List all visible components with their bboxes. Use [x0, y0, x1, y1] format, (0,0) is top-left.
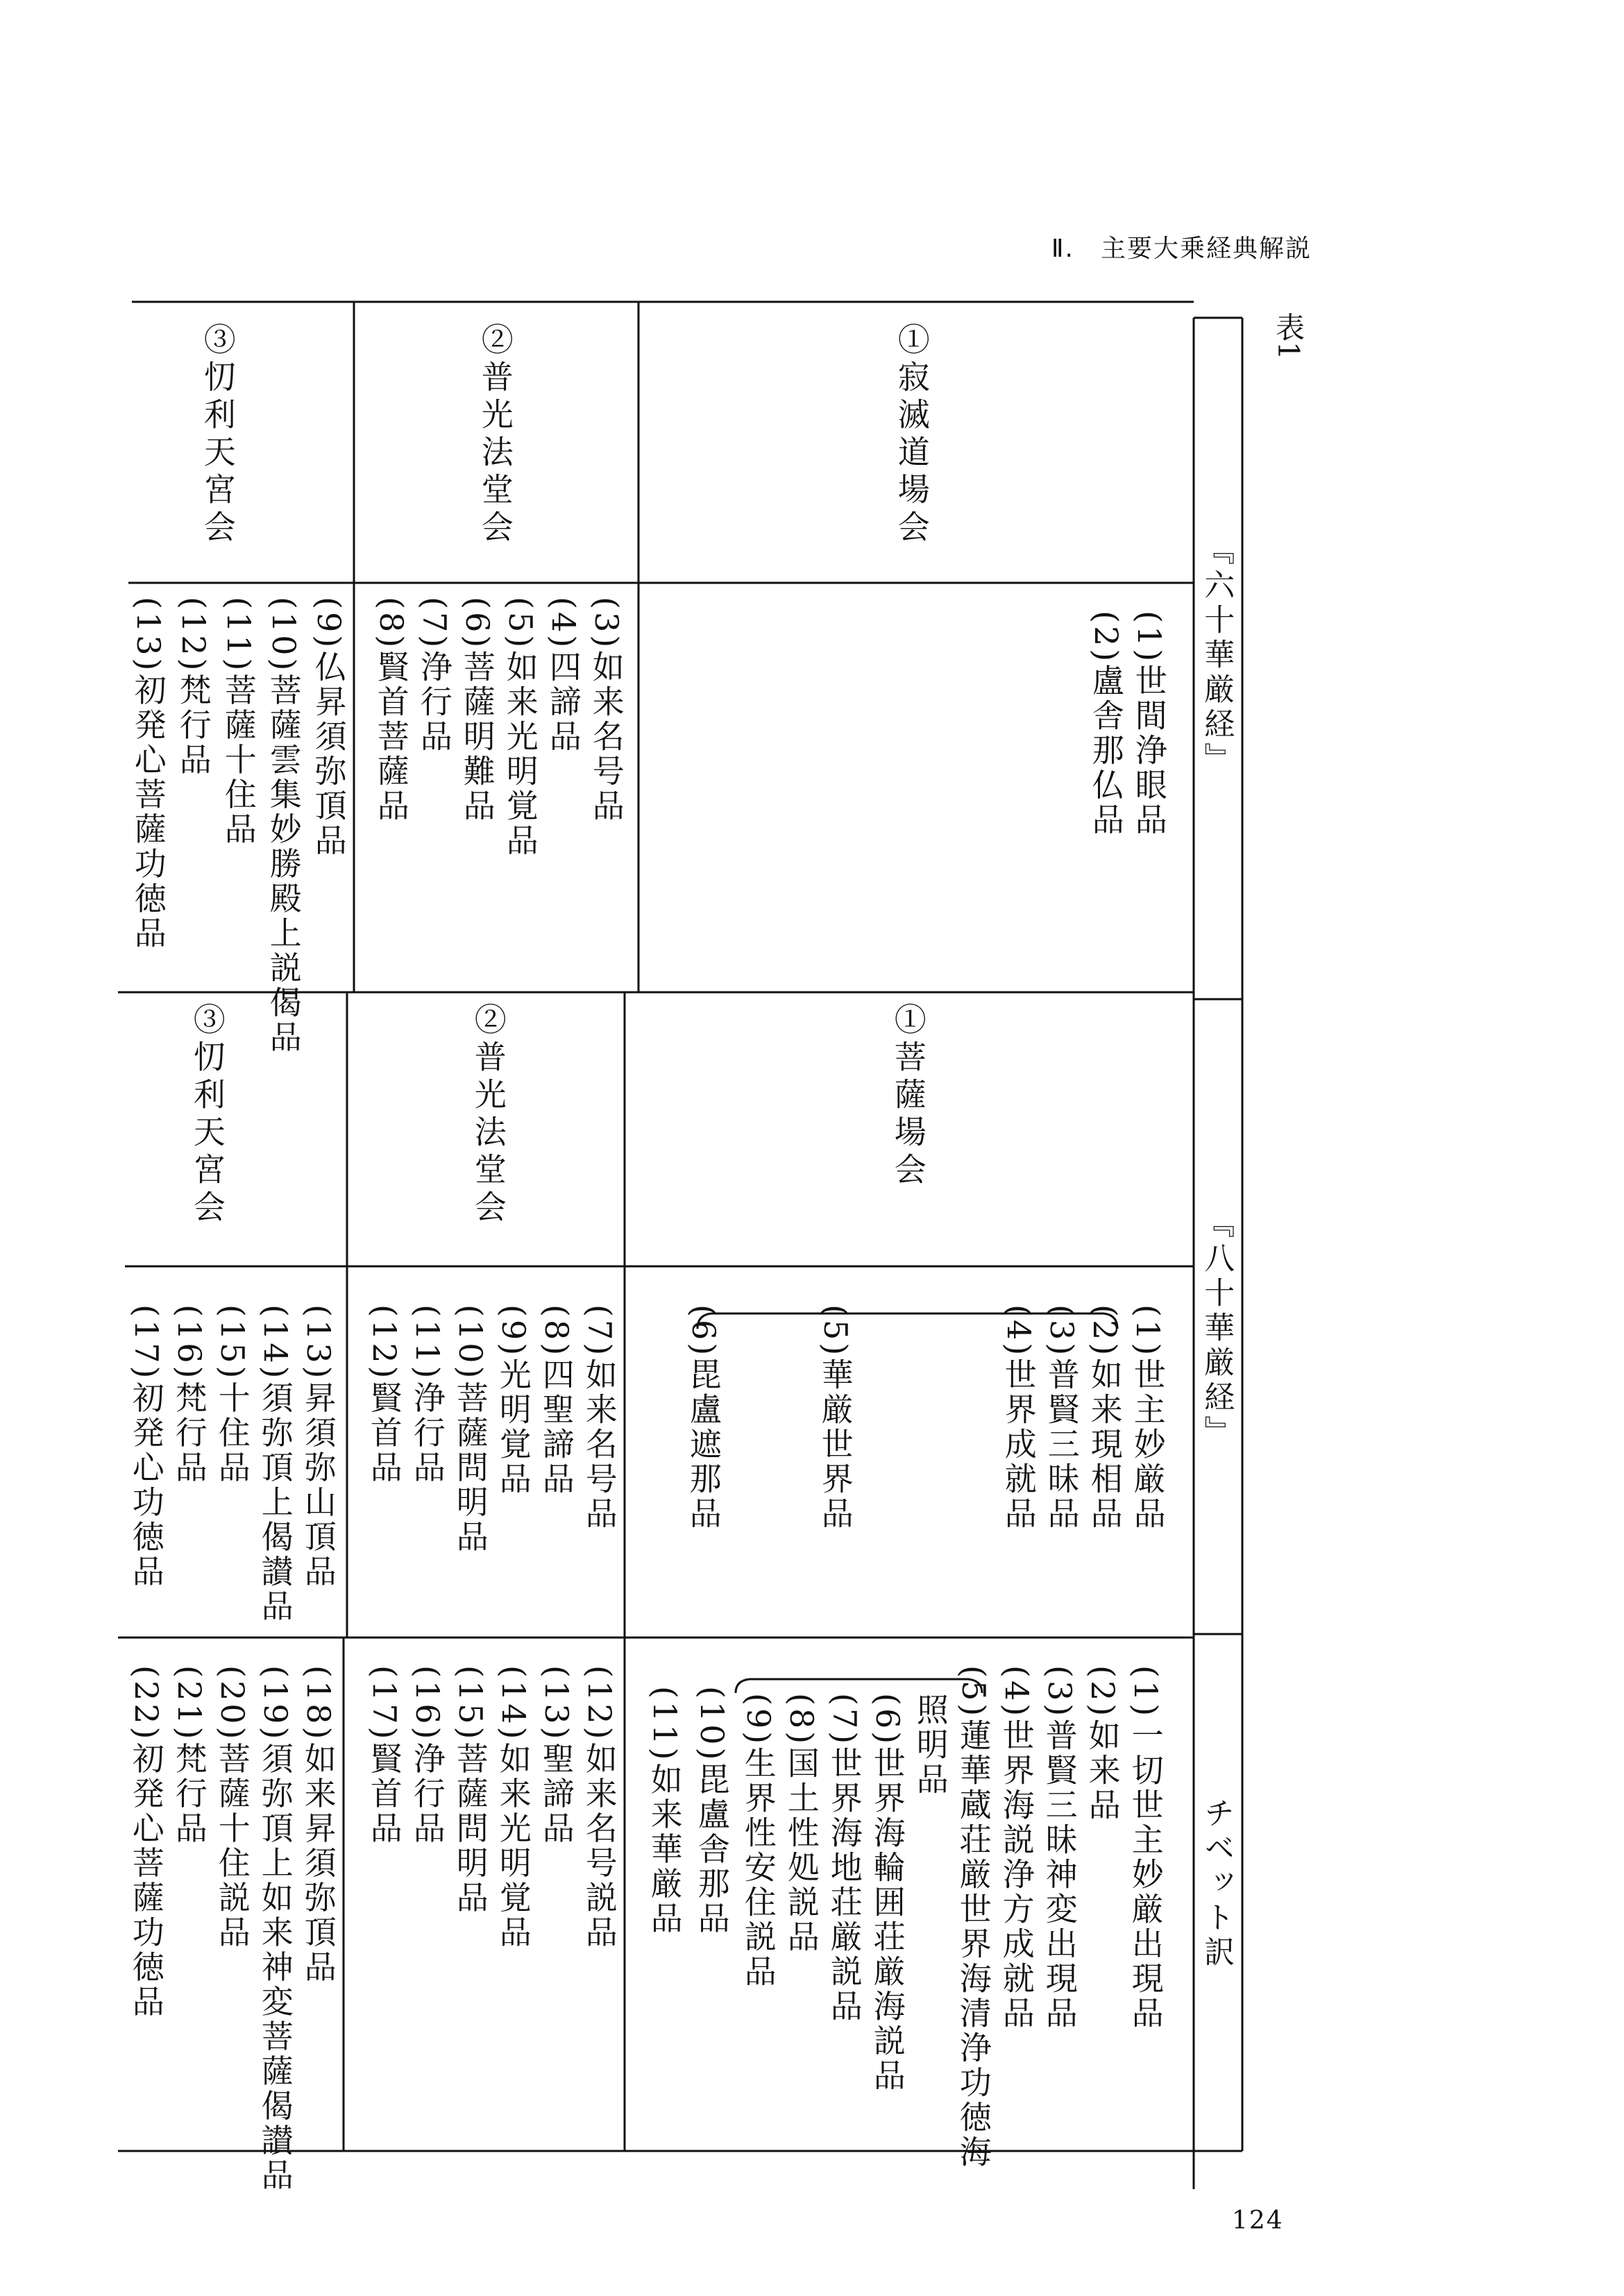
- chapter-item: (16)梵行品: [170, 1304, 208, 1486]
- chapter-item: (7)如来名号品: [580, 1304, 618, 1532]
- chapter-item: (21)梵行品: [170, 1665, 208, 1846]
- chapter-item: (10)菩薩問明品: [451, 1304, 489, 1555]
- assembly-label: ②普光法堂会: [469, 1003, 507, 1227]
- chapter-item: (15)十住品: [213, 1304, 251, 1486]
- assembly-label: ①菩薩場会: [889, 1003, 927, 1190]
- chapter-item: (12)梵行品: [174, 597, 212, 778]
- chapter-item: (8)国土性処説品: [782, 1693, 820, 1955]
- assembly-label: ③忉利天宮会: [188, 1003, 226, 1227]
- chapter-item: (11)菩薩十住品: [219, 597, 257, 847]
- chapter-item: (4)世界海説浄方成就品: [997, 1665, 1035, 2032]
- chapter-item: (20)菩薩十住説品: [213, 1665, 251, 1950]
- chapter-item: (6)世界海輪囲荘厳海説品: [868, 1693, 906, 2094]
- chapter-item: (6)菩薩明難品: [458, 597, 496, 824]
- chapter-item: (10)毘盧舎那品: [693, 1686, 731, 1937]
- chapter-item: (2)盧舎那仏品: [1087, 611, 1125, 838]
- chapter-item: (11)如来華厳品: [645, 1686, 684, 1937]
- chapter-item: (6)毘盧遮那品: [684, 1304, 722, 1532]
- column-title-eighty: 『八十華厳経』: [1199, 1207, 1235, 1450]
- chapter-item: (5)蓮華蔵荘厳世界海清浄功徳海: [954, 1665, 992, 2170]
- chapter-item: (22)初発心菩薩功徳品: [127, 1665, 165, 2020]
- chapter-item: (12)賢首品: [365, 1304, 403, 1486]
- chapter-item: (9)光明覚品: [494, 1304, 532, 1497]
- chapter-item: (9)仏昇須弥頂品: [310, 597, 348, 859]
- chapter-item: (17)初発心功徳品: [127, 1304, 165, 1590]
- chapter-item: (3)如来名号品: [587, 597, 625, 824]
- chapter-item: (13)聖諦品: [537, 1665, 575, 1846]
- chapter-item: (17)賢首品: [365, 1665, 403, 1846]
- chapter-item: (18)如来昇須弥頂品: [299, 1665, 337, 1985]
- chapter-item: (2)如来品: [1083, 1665, 1122, 1823]
- assembly-label: ②普光法堂会: [476, 323, 514, 547]
- chapter-item: (9)生界性安住説品: [739, 1693, 777, 1990]
- column-title-tibetan: チベット訳: [1199, 1797, 1235, 1971]
- column-title-sixty: 『六十華厳経』: [1199, 534, 1235, 777]
- chapter-item: (13)初発心菩薩功徳品: [129, 597, 167, 951]
- chapter-item: (8)四聖諦品: [537, 1304, 575, 1497]
- chapter-item: (1)世間浄眼品: [1130, 611, 1168, 838]
- page-number: 124: [1232, 2206, 1284, 2235]
- chapter-item: (4)世界成就品: [999, 1304, 1038, 1532]
- chapter-item: (5)華厳世界品: [816, 1304, 854, 1532]
- chapter-item: (8)賢首菩薩品: [372, 597, 410, 824]
- chapter-item: (7)世界海地荘厳説品: [825, 1693, 863, 2025]
- chapter-item: (3)普賢三昧神変出現品: [1040, 1665, 1079, 2032]
- running-header: Ⅱ. 主要大乗経典解説: [1051, 235, 1312, 263]
- chapter-item: (2)如来現相品: [1085, 1304, 1124, 1532]
- assembly-label: ③忉利天宮会: [198, 323, 237, 547]
- chapter-item: (1)一切世主妙厳出現品: [1126, 1665, 1165, 2032]
- chapter-item: (5)如来光明覚品: [501, 597, 539, 859]
- chapter-item: (11)浄行品: [408, 1304, 446, 1486]
- chapter-item: (14)如来光明覚品: [494, 1665, 532, 1950]
- chapter-item: (16)浄行品: [408, 1665, 446, 1846]
- chapter-item: (3)普賢三昧品: [1042, 1304, 1081, 1532]
- assembly-label: ①寂滅道場会: [893, 323, 931, 547]
- chapter-item: (7)浄行品: [415, 597, 453, 755]
- chapter-item: (1)世主妙厳品: [1128, 1304, 1167, 1532]
- chapter-item: (10)菩薩雲集妙勝殿上説偈品: [264, 597, 303, 1055]
- chapter-item: (14)須弥頂上偈讃品: [256, 1304, 294, 1624]
- chapter-item: (12)如来名号説品: [580, 1665, 618, 1950]
- chapter-item: (19)須弥頂上如来神変菩薩偈讃品: [256, 1665, 294, 2193]
- chapter-item: (13)昇須弥山頂品: [299, 1304, 337, 1590]
- chapter-item: (15)菩薩問明品: [451, 1665, 489, 1916]
- chapter-item: 照明品: [911, 1693, 949, 1797]
- table-label: 表1: [1271, 312, 1305, 360]
- chapter-item: (4)四諦品: [544, 597, 582, 755]
